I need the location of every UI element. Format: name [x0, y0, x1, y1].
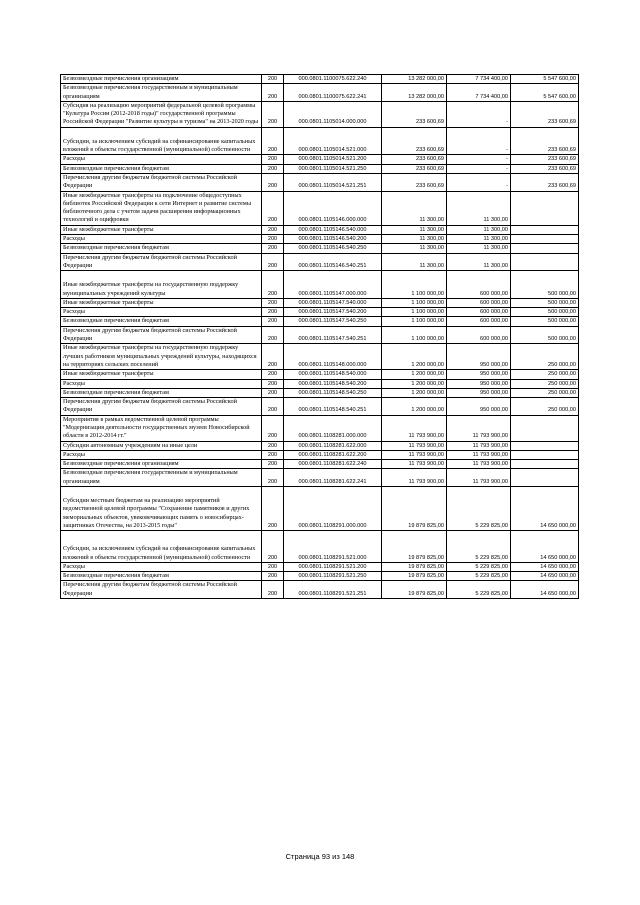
row-amount-3: 250 000,00 — [511, 388, 579, 397]
row-ved: 200 — [262, 441, 284, 450]
table-row — [61, 326, 579, 344]
row-amount-2: 950 000,00 — [447, 344, 511, 370]
row-amount-2: - — [447, 155, 511, 164]
row-amount-2: 11 300,00 — [447, 191, 511, 225]
row-amount-2: - — [447, 164, 511, 173]
row-code: 000.0801.1105147.540.000 — [284, 298, 382, 307]
row-ved: 200 — [262, 191, 284, 225]
row-amount-3 — [511, 460, 579, 469]
table-row — [61, 415, 579, 441]
row-amount-total: 19 879 825,00 — [382, 581, 447, 599]
row-name: Расходы — [61, 562, 262, 571]
row-amount-2: 11 300,00 — [447, 235, 511, 244]
row-amount-3: 14 650 000,00 — [511, 572, 579, 581]
row-name: Расходы — [61, 308, 262, 317]
row-ved: 200 — [262, 398, 284, 416]
row-amount-total: 11 793 900,00 — [382, 469, 447, 487]
row-name: Безвозмездные перечисления бюджетам — [61, 164, 262, 173]
row-ved: 200 — [262, 308, 284, 317]
row-amount-2: 950 000,00 — [447, 370, 511, 379]
row-ved: 200 — [262, 164, 284, 173]
row-amount-2: 600 000,00 — [447, 298, 511, 307]
row-amount-3: 5 547 600,00 — [511, 75, 579, 84]
row-code: 000.0801.1108291.521.000 — [284, 531, 382, 563]
table-row — [61, 441, 579, 450]
row-ved: 200 — [262, 127, 284, 155]
row-code: 000.0801.1108281.000.000 — [284, 415, 382, 441]
row-code: 000.0801.1105148.000.000 — [284, 344, 382, 370]
row-amount-3 — [511, 225, 579, 234]
row-name: Безвозмездные перечисления организациям — [61, 75, 262, 84]
row-ved: 200 — [262, 75, 284, 84]
row-amount-3: 250 000,00 — [511, 379, 579, 388]
row-amount-2: 11 793 900,00 — [447, 469, 511, 487]
row-ved: 200 — [262, 487, 284, 531]
row-name: Перечисления другим бюджетам бюджетной системы Российской Федерации — [61, 581, 262, 599]
row-name: Безвозмездные перечисления бюджетам — [61, 572, 262, 581]
row-amount-total: 1 200 000,00 — [382, 398, 447, 416]
row-ved: 200 — [262, 379, 284, 388]
row-amount-total: 1 100 000,00 — [382, 271, 447, 299]
row-amount-2: 600 000,00 — [447, 271, 511, 299]
row-amount-3 — [511, 450, 579, 459]
row-code: 000.0801.1105146.540.200 — [284, 235, 382, 244]
row-ved: 200 — [262, 271, 284, 299]
table-row — [61, 155, 579, 164]
table-row — [61, 253, 579, 271]
table-row — [61, 84, 579, 102]
row-amount-total: 11 793 900,00 — [382, 441, 447, 450]
row-amount-2: 5 229 825,00 — [447, 487, 511, 531]
table-row — [61, 191, 579, 225]
row-code: 000.0801.1105014.521.000 — [284, 127, 382, 155]
row-name: Расходы — [61, 450, 262, 459]
row-ved: 200 — [262, 460, 284, 469]
row-amount-3: 233 600,69 — [511, 155, 579, 164]
row-code: 000.0801.1108281.622.241 — [284, 469, 382, 487]
row-code: 000.0801.1105014.521.200 — [284, 155, 382, 164]
row-amount-total: 1 200 000,00 — [382, 370, 447, 379]
row-amount-3 — [511, 441, 579, 450]
row-amount-total: 233 600,69 — [382, 164, 447, 173]
row-amount-total: 233 600,69 — [382, 127, 447, 155]
table-row — [61, 271, 579, 299]
row-amount-3: 250 000,00 — [511, 370, 579, 379]
row-amount-2: - — [447, 101, 511, 127]
row-amount-3 — [511, 415, 579, 441]
row-ved: 200 — [262, 415, 284, 441]
table-row — [61, 173, 579, 191]
row-name: Субсидия на реализацию мероприятий федеральной целевой программы "Культура России (2012-2018 годы)" государственной программы Российской Федерации "Развитие культуры и туризма" на 2013-2020 годы — [61, 101, 262, 127]
table-row — [61, 101, 579, 127]
row-amount-3: 233 600,69 — [511, 101, 579, 127]
row-name: Расходы — [61, 235, 262, 244]
row-amount-3: 500 000,00 — [511, 308, 579, 317]
row-name: Субсидии автономным учреждениям на иные цели — [61, 441, 262, 450]
row-name: Субсидии местным бюджетам на реализацию мероприятий ведомственной целевой программы "Сохранение памятников и других мемориальных объектов, увековечивающих память о новосибирцах-защитниках Отечества, на 2013-2015 годы" — [61, 487, 262, 531]
row-amount-total: 11 300,00 — [382, 191, 447, 225]
row-ved: 200 — [262, 155, 284, 164]
row-code: 000.0801.1105148.540.000 — [284, 370, 382, 379]
row-ved: 200 — [262, 531, 284, 563]
row-amount-total: 11 300,00 — [382, 244, 447, 253]
row-amount-2: 11 793 900,00 — [447, 460, 511, 469]
row-code: 000.0801.1105147.540.200 — [284, 308, 382, 317]
row-name: Иные межбюджетные трансферты — [61, 225, 262, 234]
row-ved: 200 — [262, 235, 284, 244]
row-code: 000.0801.1108291.521.200 — [284, 562, 382, 571]
row-ved: 200 — [262, 317, 284, 326]
row-name: Безвозмездные перечисления бюджетам — [61, 317, 262, 326]
row-amount-3: 5 547 600,00 — [511, 84, 579, 102]
row-code: 000.0801.1108281.622.240 — [284, 460, 382, 469]
row-amount-total: 13 282 000,00 — [382, 75, 447, 84]
row-name: Иные межбюджетные трансферты на подключение общедоступных библиотек Российской Федерации к сети Интернет и развитие системы библиотечного дела с учетом задачи расширения информационных технологий и оцифровки — [61, 191, 262, 225]
table-row — [61, 469, 579, 487]
row-amount-2: 5 229 825,00 — [447, 531, 511, 563]
row-amount-3: 14 650 000,00 — [511, 531, 579, 563]
table-row — [61, 298, 579, 307]
row-amount-total: 13 282 000,00 — [382, 84, 447, 102]
table-row — [61, 487, 579, 531]
row-amount-3 — [511, 191, 579, 225]
row-amount-total: 233 600,69 — [382, 101, 447, 127]
row-amount-2: 11 300,00 — [447, 244, 511, 253]
table-row — [61, 450, 579, 459]
table-row — [61, 308, 579, 317]
row-amount-2: 11 793 900,00 — [447, 450, 511, 459]
row-name: Безвозмездные перечисления организациям — [61, 460, 262, 469]
row-amount-3: 233 600,69 — [511, 173, 579, 191]
table-row — [61, 317, 579, 326]
row-amount-2: 7 734 400,00 — [447, 84, 511, 102]
row-code: 000.0801.1100075.622.241 — [284, 84, 382, 102]
row-amount-2: 7 734 400,00 — [447, 75, 511, 84]
table-row — [61, 235, 579, 244]
row-amount-total: 1 200 000,00 — [382, 344, 447, 370]
row-ved: 200 — [262, 450, 284, 459]
row-amount-3 — [511, 235, 579, 244]
table-row — [61, 388, 579, 397]
row-amount-2: 11 793 900,00 — [447, 415, 511, 441]
row-ved: 200 — [262, 572, 284, 581]
page-number: Страница 93 из 148 — [285, 852, 355, 861]
row-amount-2: - — [447, 127, 511, 155]
row-code: 000.0801.1105146.540.000 — [284, 225, 382, 234]
row-ved: 200 — [262, 225, 284, 234]
table-row — [61, 370, 579, 379]
row-code: 000.0801.1105146.540.250 — [284, 244, 382, 253]
budget-table-body — [61, 75, 579, 599]
row-amount-total: 233 600,69 — [382, 173, 447, 191]
table-row — [61, 164, 579, 173]
row-name: Перечисления другим бюджетам бюджетной системы Российской Федерации — [61, 253, 262, 271]
row-amount-2: 950 000,00 — [447, 398, 511, 416]
row-ved: 200 — [262, 326, 284, 344]
row-name: Расходы — [61, 155, 262, 164]
row-ved: 200 — [262, 581, 284, 599]
row-amount-2: 5 229 825,00 — [447, 572, 511, 581]
row-amount-2: 950 000,00 — [447, 388, 511, 397]
row-amount-total: 1 100 000,00 — [382, 317, 447, 326]
row-code: 000.0801.1105014.521.251 — [284, 173, 382, 191]
row-ved: 200 — [262, 298, 284, 307]
row-amount-3 — [511, 253, 579, 271]
row-amount-total: 11 300,00 — [382, 225, 447, 234]
row-amount-total: 11 300,00 — [382, 253, 447, 271]
table-row — [61, 562, 579, 571]
row-code: 000.0801.1108291.000.000 — [284, 487, 382, 531]
row-amount-2: 11 300,00 — [447, 253, 511, 271]
table-row — [61, 572, 579, 581]
row-name: Иные межбюджетные трансферты на государственную поддержку муниципальных учреждений культуры — [61, 271, 262, 299]
row-code: 000.0801.1108291.521.251 — [284, 581, 382, 599]
row-amount-3: 250 000,00 — [511, 344, 579, 370]
row-amount-total: 1 100 000,00 — [382, 298, 447, 307]
row-amount-total: 1 100 000,00 — [382, 326, 447, 344]
row-ved: 200 — [262, 388, 284, 397]
row-ved: 200 — [262, 244, 284, 253]
row-amount-total: 11 793 900,00 — [382, 450, 447, 459]
table-row — [61, 531, 579, 563]
row-amount-total: 19 879 825,00 — [382, 531, 447, 563]
row-code: 000.0801.1105148.540.251 — [284, 398, 382, 416]
row-ved: 200 — [262, 370, 284, 379]
row-name: Субсидии, за исключением субсидий на софинансирование капитальных вложений в объекты государственной (муниципальной) собственности — [61, 531, 262, 563]
table-row — [61, 127, 579, 155]
row-amount-2: 11 793 900,00 — [447, 441, 511, 450]
row-amount-total: 19 879 825,00 — [382, 487, 447, 531]
row-amount-2: 600 000,00 — [447, 317, 511, 326]
row-amount-3: 500 000,00 — [511, 326, 579, 344]
row-amount-total: 11 300,00 — [382, 235, 447, 244]
row-code: 000.0801.1105147.540.251 — [284, 326, 382, 344]
row-amount-total: 1 200 000,00 — [382, 388, 447, 397]
row-name: Безвозмездные перечисления бюджетам — [61, 244, 262, 253]
row-ved: 200 — [262, 253, 284, 271]
row-amount-total: 11 793 900,00 — [382, 460, 447, 469]
row-amount-total: 1 100 000,00 — [382, 308, 447, 317]
row-name: Перечисления другим бюджетам бюджетной системы Российской Федерации — [61, 173, 262, 191]
row-ved: 200 — [262, 84, 284, 102]
row-amount-3: 500 000,00 — [511, 317, 579, 326]
row-amount-2: 5 229 825,00 — [447, 562, 511, 571]
table-row — [61, 75, 579, 84]
row-amount-2: - — [447, 173, 511, 191]
row-amount-total: 11 793 900,00 — [382, 415, 447, 441]
table-row — [61, 398, 579, 416]
row-amount-3: 14 650 000,00 — [511, 581, 579, 599]
row-name: Расходы — [61, 379, 262, 388]
row-name: Иные межбюджетные трансферты — [61, 370, 262, 379]
row-code: 000.0801.1105148.540.250 — [284, 388, 382, 397]
row-name: Мероприятия в рамках ведомственной целевой программы "Модернизация деятельности государственных музеев Новосибирской области в 2012-2014 гг." — [61, 415, 262, 441]
row-amount-2: 600 000,00 — [447, 326, 511, 344]
row-amount-total: 1 200 000,00 — [382, 379, 447, 388]
row-ved: 200 — [262, 101, 284, 127]
row-code: 000.0801.1105146.540.251 — [284, 253, 382, 271]
row-ved: 200 — [262, 173, 284, 191]
table-row — [61, 581, 579, 599]
row-name: Безвозмездные перечисления государственным и муниципальным организациям — [61, 469, 262, 487]
row-code: 000.0801.1108281.622.000 — [284, 441, 382, 450]
row-code: 000.0801.1108281.622.200 — [284, 450, 382, 459]
budget-table-sheet — [60, 74, 578, 599]
row-amount-3: 500 000,00 — [511, 298, 579, 307]
row-name: Безвозмездные перечисления государственным и муниципальным организациям — [61, 84, 262, 102]
row-ved: 200 — [262, 469, 284, 487]
row-name: Субсидии, за исключением субсидий на софинансирование капитальных вложений в объекты государственной (муниципальной) собственности — [61, 127, 262, 155]
row-code: 000.0801.1108291.521.250 — [284, 572, 382, 581]
table-row — [61, 225, 579, 234]
row-amount-3: 250 000,00 — [511, 398, 579, 416]
row-amount-total: 233 600,69 — [382, 155, 447, 164]
row-ved: 200 — [262, 344, 284, 370]
row-amount-2: 5 229 825,00 — [447, 581, 511, 599]
row-amount-3: 14 650 000,00 — [511, 487, 579, 531]
row-amount-2: 600 000,00 — [447, 308, 511, 317]
row-name: Перечисления другим бюджетам бюджетной системы Российской Федерации — [61, 398, 262, 416]
table-row — [61, 244, 579, 253]
row-amount-3: 500 000,00 — [511, 271, 579, 299]
row-amount-3: 233 600,69 — [511, 127, 579, 155]
row-code: 000.0801.1100075.622.240 — [284, 75, 382, 84]
row-amount-total: 19 879 825,00 — [382, 572, 447, 581]
row-name: Безвозмездные перечисления бюджетам — [61, 388, 262, 397]
table-row — [61, 460, 579, 469]
row-code: 000.0801.1105147.000.000 — [284, 271, 382, 299]
row-name: Иные межбюджетные трансферты на государственную поддержку лучших работников муниципальных учреждений культуры, находящихся на территориях сельских поселений — [61, 344, 262, 370]
row-amount-3: 233 600,69 — [511, 164, 579, 173]
row-name: Иные межбюджетные трансферты — [61, 298, 262, 307]
row-amount-3: 14 650 000,00 — [511, 562, 579, 571]
row-code: 000.0801.1105148.540.200 — [284, 379, 382, 388]
row-name: Перечисления другим бюджетам бюджетной системы Российской Федерации — [61, 326, 262, 344]
row-code: 000.0801.1105147.540.250 — [284, 317, 382, 326]
table-row — [61, 379, 579, 388]
row-amount-2: 950 000,00 — [447, 379, 511, 388]
table-row — [61, 344, 579, 370]
row-code: 000.0801.1105146.000.000 — [284, 191, 382, 225]
row-amount-3 — [511, 244, 579, 253]
row-amount-2: 11 300,00 — [447, 225, 511, 234]
row-ved: 200 — [262, 562, 284, 571]
row-amount-3 — [511, 469, 579, 487]
row-code: 000.0801.1105014.521.250 — [284, 164, 382, 173]
budget-table — [60, 74, 579, 599]
row-code: 000.0801.1105014.000.000 — [284, 101, 382, 127]
row-amount-total: 19 879 825,00 — [382, 562, 447, 571]
